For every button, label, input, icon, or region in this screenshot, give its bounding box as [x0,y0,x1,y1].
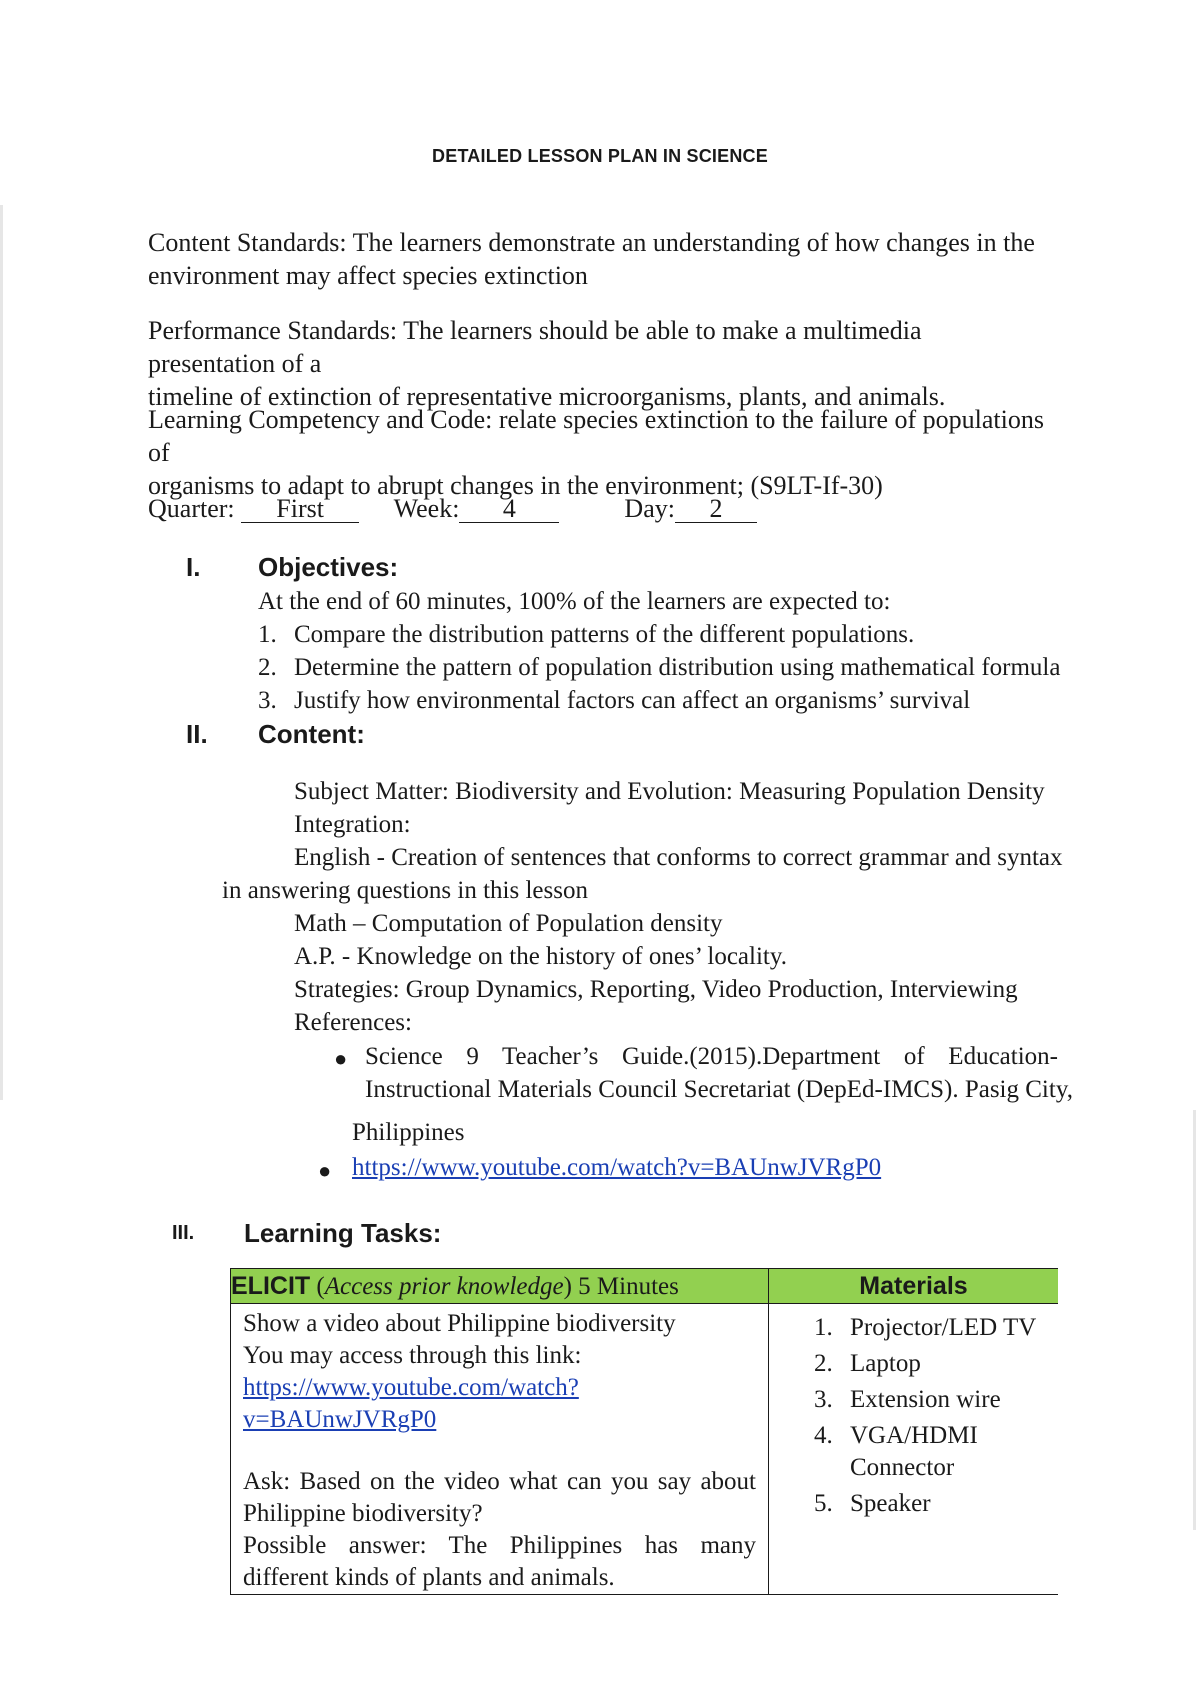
integration-label: Integration: [294,811,411,838]
objective-item: 3. Justify how environmental factors can affect an organisms’ survival [258,687,971,714]
content-standards: Content Standards: The learners demonstrate an understanding of how changes in the environment may affect species extinction [148,228,1035,290]
schedule-line [148,494,757,524]
performance-standards: Performance Standards: The learners should be able to make a multimedia presentation of a timeline of extinction of representative microorganisms, plants, and animals. [148,316,946,411]
material-item-cont: Connector [850,1454,955,1481]
day-value: 2 [675,496,757,523]
integration-math: Math – Computation of Population density [294,910,723,937]
possible-answer: Possible answer: The Philippines has many different kinds of plants and animals. [243,1532,756,1591]
strategies: Strategies: Group Dynamics, Reporting, Video Production, Interviewing [294,976,1018,1003]
reference-item-cont: Philippines [352,1119,465,1146]
material-item: 4. VGA/HDMI [814,1422,978,1449]
references-label: References: [294,1009,412,1036]
materials-header: Materials [769,1269,1059,1304]
elicit-cell: Show a video about Philippine biodiversity You may access through this link: https://www.youtube.com/watch?v=BAUnwJVRgP0 Ask: Based on the video what can you say about Philippine biodiversity? Possible answer: The Philippines has many different kinds of plants and animals. [231,1304,769,1595]
materials-cell [769,1304,1059,1595]
reference-item: Science 9 Teacher’s Guide.(2015).Department of Education- [365,1043,1058,1070]
subject-matter: Subject Matter: Biodiversity and Evolution: Measuring Population Density [294,778,1045,805]
quarter-value: First [241,496,359,523]
material-item: 3. Extension wire [814,1386,1001,1413]
learning-competency: Learning Competency and Code: relate species extinction to the failure of populations of organisms to adapt to abrupt changes in the environment; (S9LT-If-30) [148,405,1044,500]
integration-ap: A.P. - Knowledge on the history of ones’ locality. [294,943,787,970]
document-title: DETAILED LESSON PLAN IN SCIENCE [432,146,768,166]
elicit-header: ELICIT (Access prior knowledge) 5 Minutes [231,1269,769,1304]
objective-item: 2. Determine the pattern of population distribution using mathematical formula [258,654,1061,681]
material-item: 5. Speaker [814,1490,931,1517]
ask-question: Ask: Based on the video what can you say about Philippine biodiversity? [243,1468,756,1527]
day-label: Day: [624,494,675,523]
material-item: 2. Laptop [814,1350,921,1377]
reference-link[interactable]: https://www.youtube.com/watch?v=BAUnwJVRgP0 [352,1154,882,1181]
week-value: 4 [459,496,559,523]
week-label: Week: [393,494,460,523]
integration-english-cont: in answering questions in this lesson [222,877,588,904]
bullet-icon: ● [318,1158,332,1183]
material-item: 1. Projector/LED TV [814,1314,1037,1341]
table-row [231,1304,1059,1595]
learning-tasks-table [230,1268,1058,1595]
page-edge-left [0,205,3,1100]
bullet-icon: ● [334,1046,348,1071]
table-header-row [231,1269,1059,1304]
objective-item: 1. Compare the distribution patterns of the different populations. [258,621,915,648]
objectives-intro: At the end of 60 minutes, 100% of the learners are expected to: [258,588,891,615]
reference-item-cont: Instructional Materials Council Secretariat (DepEd-IMCS). Pasig City, [365,1076,1073,1103]
integration-english: English - Creation of sentences that conforms to correct grammar and syntax [294,844,1063,871]
elicit-video-link[interactable]: https://www.youtube.com/watch?v=BAUnwJVRgP0 [243,1374,579,1433]
quarter-label: Quarter: [148,494,235,523]
page-edge-right [1193,1110,1196,1530]
